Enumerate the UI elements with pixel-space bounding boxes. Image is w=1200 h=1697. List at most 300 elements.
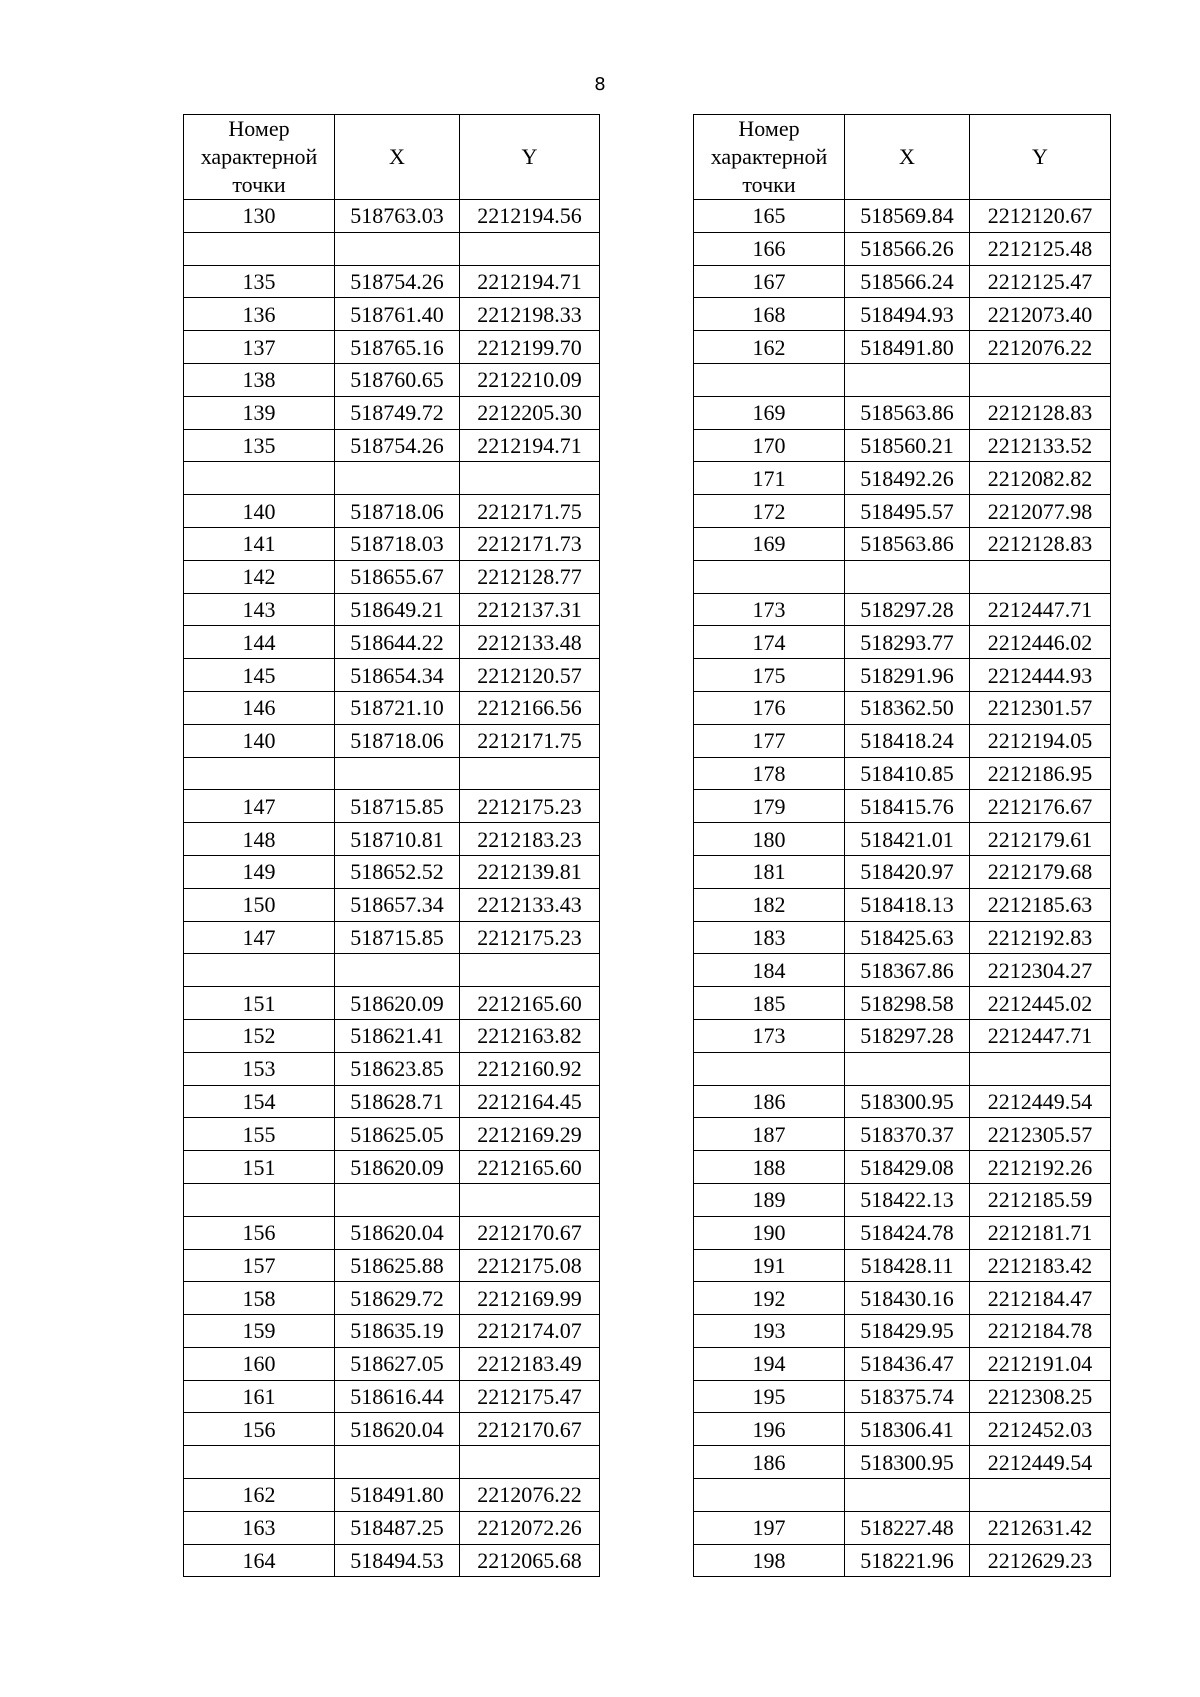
cell-y: 2212304.27 — [970, 954, 1111, 987]
cell-point-number: 167 — [694, 265, 845, 298]
table-row — [184, 396, 600, 429]
cell-x: 518563.86 — [845, 527, 970, 560]
cell-point-number: 147 — [184, 790, 335, 823]
table-row — [694, 921, 1111, 954]
table-row — [694, 232, 1111, 265]
cell-point-number: 159 — [184, 1315, 335, 1348]
cell-x: 518491.80 — [335, 1479, 460, 1512]
table-row — [694, 1315, 1111, 1348]
cell-point-number: 145 — [184, 659, 335, 692]
cell-x: 518421.01 — [845, 823, 970, 856]
cell-x — [845, 1052, 970, 1085]
cell-y — [970, 363, 1111, 396]
cell-x: 518765.16 — [335, 331, 460, 364]
header-y: Y — [970, 115, 1111, 200]
table-row — [184, 888, 600, 921]
cell-y: 2212631.42 — [970, 1511, 1111, 1544]
cell-point-number: 179 — [694, 790, 845, 823]
cell-point-number: 165 — [694, 200, 845, 233]
table-row — [694, 1282, 1111, 1315]
table-row — [694, 1511, 1111, 1544]
cell-x — [845, 560, 970, 593]
header-point-number: Номер характерной точки — [694, 115, 845, 200]
cell-y: 2212171.73 — [460, 527, 600, 560]
cell-x: 518761.40 — [335, 298, 460, 331]
cell-point-number: 150 — [184, 888, 335, 921]
cell-x — [335, 954, 460, 987]
cell-x: 518362.50 — [845, 691, 970, 724]
cell-y — [460, 1446, 600, 1479]
table-row — [184, 331, 600, 364]
table-row — [184, 1118, 600, 1151]
cell-point-number: 136 — [184, 298, 335, 331]
cell-y: 2212181.71 — [970, 1216, 1111, 1249]
cell-point-number: 152 — [184, 1019, 335, 1052]
cell-x: 518370.37 — [845, 1118, 970, 1151]
cell-x: 518563.86 — [845, 396, 970, 429]
cell-point-number: 187 — [694, 1118, 845, 1151]
table-row — [694, 1183, 1111, 1216]
cell-y: 2212165.60 — [460, 987, 600, 1020]
table-row — [184, 921, 600, 954]
cell-y — [460, 757, 600, 790]
cell-y — [970, 560, 1111, 593]
table-row — [694, 659, 1111, 692]
cell-point-number: 158 — [184, 1282, 335, 1315]
cell-x: 518560.21 — [845, 429, 970, 462]
table-row — [694, 1052, 1111, 1085]
cell-x — [335, 462, 460, 495]
cell-point-number: 155 — [184, 1118, 335, 1151]
cell-x: 518293.77 — [845, 626, 970, 659]
cell-y: 2212194.71 — [460, 265, 600, 298]
cell-y: 2212171.75 — [460, 495, 600, 528]
table-row — [694, 1479, 1111, 1512]
cell-y: 2212171.75 — [460, 724, 600, 757]
cell-x: 518429.08 — [845, 1151, 970, 1184]
cell-y — [460, 462, 600, 495]
cell-y: 2212449.54 — [970, 1446, 1111, 1479]
cell-point-number: 153 — [184, 1052, 335, 1085]
table-row — [694, 1544, 1111, 1577]
cell-y — [460, 954, 600, 987]
cell-x: 518375.74 — [845, 1380, 970, 1413]
cell-y: 2212120.57 — [460, 659, 600, 692]
cell-point-number: 156 — [184, 1216, 335, 1249]
cell-x: 518635.19 — [335, 1315, 460, 1348]
table-row — [694, 265, 1111, 298]
cell-x: 518763.03 — [335, 200, 460, 233]
cell-y: 2212447.71 — [970, 1019, 1111, 1052]
table-row — [184, 691, 600, 724]
cell-x — [335, 232, 460, 265]
cell-y: 2212165.60 — [460, 1151, 600, 1184]
table-row — [184, 1282, 600, 1315]
table-row — [694, 1151, 1111, 1184]
cell-y: 2212125.47 — [970, 265, 1111, 298]
cell-x: 518425.63 — [845, 921, 970, 954]
table-row — [184, 429, 600, 462]
cell-y: 2212185.59 — [970, 1183, 1111, 1216]
table-row — [184, 724, 600, 757]
cell-x: 518620.04 — [335, 1413, 460, 1446]
cell-y: 2212128.83 — [970, 527, 1111, 560]
cell-x: 518227.48 — [845, 1511, 970, 1544]
cell-y: 2212160.92 — [460, 1052, 600, 1085]
table-body-right — [694, 200, 1111, 1577]
cell-point-number: 182 — [694, 888, 845, 921]
cell-point-number: 130 — [184, 200, 335, 233]
cell-y: 2212175.23 — [460, 790, 600, 823]
cell-x: 518710.81 — [335, 823, 460, 856]
cell-x: 518415.76 — [845, 790, 970, 823]
cell-point-number: 154 — [184, 1085, 335, 1118]
table-row — [184, 495, 600, 528]
table-row — [184, 1216, 600, 1249]
cell-x — [335, 757, 460, 790]
table-row — [184, 1446, 600, 1479]
cell-y: 2212444.93 — [970, 659, 1111, 692]
cell-y: 2212077.98 — [970, 495, 1111, 528]
cell-point-number: 196 — [694, 1413, 845, 1446]
cell-point-number: 197 — [694, 1511, 845, 1544]
cell-y: 2212179.61 — [970, 823, 1111, 856]
cell-point-number — [694, 363, 845, 396]
cell-y: 2212175.23 — [460, 921, 600, 954]
cell-x: 518422.13 — [845, 1183, 970, 1216]
cell-x: 518644.22 — [335, 626, 460, 659]
cell-point-number: 139 — [184, 396, 335, 429]
cell-point-number: 185 — [694, 987, 845, 1020]
cell-x: 518623.85 — [335, 1052, 460, 1085]
cell-x: 518300.95 — [845, 1085, 970, 1118]
table-row — [184, 363, 600, 396]
cell-x: 518367.86 — [845, 954, 970, 987]
cell-point-number: 163 — [184, 1511, 335, 1544]
cell-y: 2212128.77 — [460, 560, 600, 593]
cell-y: 2212629.23 — [970, 1544, 1111, 1577]
cell-y: 2212446.02 — [970, 626, 1111, 659]
cell-point-number: 173 — [694, 593, 845, 626]
cell-x: 518760.65 — [335, 363, 460, 396]
cell-y — [970, 1052, 1111, 1085]
cell-x: 518566.24 — [845, 265, 970, 298]
table-row — [184, 823, 600, 856]
cell-point-number: 180 — [694, 823, 845, 856]
cell-point-number: 177 — [694, 724, 845, 757]
cell-point-number: 190 — [694, 1216, 845, 1249]
cell-point-number: 198 — [694, 1544, 845, 1577]
table-row — [694, 626, 1111, 659]
cell-y: 2212183.49 — [460, 1347, 600, 1380]
cell-x: 518627.05 — [335, 1347, 460, 1380]
cell-y: 2212170.67 — [460, 1216, 600, 1249]
cell-y: 2212076.22 — [460, 1479, 600, 1512]
table-row — [184, 987, 600, 1020]
table-row — [184, 1183, 600, 1216]
table-row — [184, 757, 600, 790]
cell-y: 2212447.71 — [970, 593, 1111, 626]
table-row — [184, 298, 600, 331]
table-row — [694, 1413, 1111, 1446]
cell-x: 518430.16 — [845, 1282, 970, 1315]
cell-point-number: 146 — [184, 691, 335, 724]
cell-x: 518428.11 — [845, 1249, 970, 1282]
table-row — [694, 987, 1111, 1020]
cell-point-number: 135 — [184, 429, 335, 462]
cell-point-number: 140 — [184, 724, 335, 757]
coordinates-table-right — [693, 114, 1111, 1577]
table-row — [694, 331, 1111, 364]
cell-y: 2212137.31 — [460, 593, 600, 626]
cell-point-number: 161 — [184, 1380, 335, 1413]
cell-y: 2212133.52 — [970, 429, 1111, 462]
cell-point-number: 188 — [694, 1151, 845, 1184]
cell-x: 518715.85 — [335, 790, 460, 823]
table-row — [184, 659, 600, 692]
cell-x: 518721.10 — [335, 691, 460, 724]
table-row — [184, 1413, 600, 1446]
header-point-number: Номер характерной точки — [184, 115, 335, 200]
table-row — [694, 560, 1111, 593]
table-row — [694, 954, 1111, 987]
cell-x: 518628.71 — [335, 1085, 460, 1118]
cell-y: 2212205.30 — [460, 396, 600, 429]
cell-x: 518649.21 — [335, 593, 460, 626]
cell-y — [460, 1183, 600, 1216]
cell-point-number — [184, 954, 335, 987]
table-row — [694, 1216, 1111, 1249]
cell-x: 518495.57 — [845, 495, 970, 528]
cell-x: 518718.06 — [335, 495, 460, 528]
table-row — [694, 1446, 1111, 1479]
table-row — [184, 1511, 600, 1544]
cell-y: 2212191.04 — [970, 1347, 1111, 1380]
table-row — [694, 855, 1111, 888]
cell-y: 2212175.08 — [460, 1249, 600, 1282]
cell-x — [335, 1446, 460, 1479]
cell-point-number: 192 — [694, 1282, 845, 1315]
table-row — [694, 429, 1111, 462]
cell-x: 518491.80 — [845, 331, 970, 364]
cell-point-number — [184, 232, 335, 265]
cell-point-number: 193 — [694, 1315, 845, 1348]
cell-x: 518420.97 — [845, 855, 970, 888]
cell-point-number — [694, 1052, 845, 1085]
cell-point-number: 171 — [694, 462, 845, 495]
coordinates-table-left — [183, 114, 600, 1577]
table-header-row — [694, 115, 1111, 200]
cell-point-number: 172 — [694, 495, 845, 528]
cell-y: 2212194.56 — [460, 200, 600, 233]
cell-y: 2212449.54 — [970, 1085, 1111, 1118]
cell-y: 2212445.02 — [970, 987, 1111, 1020]
cell-x: 518487.25 — [335, 1511, 460, 1544]
table-row — [694, 691, 1111, 724]
table-row — [694, 1019, 1111, 1052]
table-row — [694, 363, 1111, 396]
cell-point-number: 151 — [184, 987, 335, 1020]
table-row — [694, 495, 1111, 528]
cell-y: 2212174.07 — [460, 1315, 600, 1348]
table-header-row — [184, 115, 600, 200]
cell-x: 518410.85 — [845, 757, 970, 790]
cell-y: 2212194.05 — [970, 724, 1111, 757]
cell-point-number: 144 — [184, 626, 335, 659]
cell-point-number: 168 — [694, 298, 845, 331]
table-row — [184, 1380, 600, 1413]
cell-x: 518494.93 — [845, 298, 970, 331]
table-row — [694, 1085, 1111, 1118]
cell-y: 2212073.40 — [970, 298, 1111, 331]
cell-y: 2212210.09 — [460, 363, 600, 396]
cell-x: 518221.96 — [845, 1544, 970, 1577]
table-row — [184, 1052, 600, 1085]
cell-y: 2212179.68 — [970, 855, 1111, 888]
cell-x: 518566.26 — [845, 232, 970, 265]
page-number: 8 — [594, 74, 606, 95]
cell-y: 2212186.95 — [970, 757, 1111, 790]
cell-x: 518298.58 — [845, 987, 970, 1020]
table-row — [184, 1019, 600, 1052]
cell-point-number: 162 — [184, 1479, 335, 1512]
table-row — [184, 200, 600, 233]
cell-point-number — [184, 1183, 335, 1216]
cell-x: 518749.72 — [335, 396, 460, 429]
cell-x: 518718.06 — [335, 724, 460, 757]
cell-point-number: 194 — [694, 1347, 845, 1380]
cell-x — [845, 363, 970, 396]
table-row — [694, 823, 1111, 856]
table-row — [694, 888, 1111, 921]
cell-x: 518418.24 — [845, 724, 970, 757]
cell-y: 2212065.68 — [460, 1544, 600, 1577]
cell-y: 2212452.03 — [970, 1413, 1111, 1446]
table-row — [184, 560, 600, 593]
table-row — [184, 232, 600, 265]
cell-point-number: 195 — [694, 1380, 845, 1413]
cell-point-number: 149 — [184, 855, 335, 888]
cell-point-number: 147 — [184, 921, 335, 954]
cell-point-number — [694, 1479, 845, 1512]
cell-y: 2212194.71 — [460, 429, 600, 462]
cell-y: 2212192.26 — [970, 1151, 1111, 1184]
cell-x: 518569.84 — [845, 200, 970, 233]
cell-y: 2212076.22 — [970, 331, 1111, 364]
cell-x: 518306.41 — [845, 1413, 970, 1446]
cell-x: 518625.88 — [335, 1249, 460, 1282]
cell-point-number — [184, 462, 335, 495]
header-x: X — [845, 115, 970, 200]
cell-point-number: 176 — [694, 691, 845, 724]
cell-point-number — [184, 1446, 335, 1479]
cell-y: 2212082.82 — [970, 462, 1111, 495]
cell-y: 2212308.25 — [970, 1380, 1111, 1413]
cell-y: 2212175.47 — [460, 1380, 600, 1413]
cell-point-number: 164 — [184, 1544, 335, 1577]
cell-x: 518629.72 — [335, 1282, 460, 1315]
cell-y: 2212184.78 — [970, 1315, 1111, 1348]
cell-point-number — [184, 757, 335, 790]
cell-x: 518754.26 — [335, 265, 460, 298]
cell-y: 2212125.48 — [970, 232, 1111, 265]
table-row — [184, 593, 600, 626]
cell-y: 2212166.56 — [460, 691, 600, 724]
table-row — [184, 790, 600, 823]
cell-y: 2212133.43 — [460, 888, 600, 921]
cell-x: 518494.53 — [335, 1544, 460, 1577]
cell-point-number: 143 — [184, 593, 335, 626]
cell-y: 2212169.29 — [460, 1118, 600, 1151]
cell-point-number: 148 — [184, 823, 335, 856]
cell-y: 2212128.83 — [970, 396, 1111, 429]
cell-x: 518754.26 — [335, 429, 460, 462]
cell-y: 2212301.57 — [970, 691, 1111, 724]
cell-x: 518291.96 — [845, 659, 970, 692]
table-row — [694, 527, 1111, 560]
cell-point-number: 181 — [694, 855, 845, 888]
cell-x: 518715.85 — [335, 921, 460, 954]
cell-x: 518620.09 — [335, 1151, 460, 1184]
cell-point-number: 151 — [184, 1151, 335, 1184]
table-row — [184, 1315, 600, 1348]
table-row — [694, 757, 1111, 790]
cell-x: 518718.03 — [335, 527, 460, 560]
cell-point-number: 184 — [694, 954, 845, 987]
cell-y: 2212183.42 — [970, 1249, 1111, 1282]
cell-x: 518625.05 — [335, 1118, 460, 1151]
cell-y: 2212198.33 — [460, 298, 600, 331]
cell-x: 518297.28 — [845, 1019, 970, 1052]
cell-point-number: 141 — [184, 527, 335, 560]
cell-x: 518657.34 — [335, 888, 460, 921]
cell-y: 2212170.67 — [460, 1413, 600, 1446]
cell-point-number: 135 — [184, 265, 335, 298]
cell-y: 2212176.67 — [970, 790, 1111, 823]
cell-point-number: 140 — [184, 495, 335, 528]
cell-x: 518297.28 — [845, 593, 970, 626]
cell-y: 2212184.47 — [970, 1282, 1111, 1315]
table-row — [184, 462, 600, 495]
table-row — [184, 265, 600, 298]
table-row — [694, 1118, 1111, 1151]
cell-y: 2212163.82 — [460, 1019, 600, 1052]
cell-x: 518620.09 — [335, 987, 460, 1020]
header-x: X — [335, 115, 460, 200]
header-y: Y — [460, 115, 600, 200]
cell-point-number: 189 — [694, 1183, 845, 1216]
cell-point-number — [694, 560, 845, 593]
cell-x: 518616.44 — [335, 1380, 460, 1413]
cell-y: 2212183.23 — [460, 823, 600, 856]
table-row — [694, 724, 1111, 757]
table-row — [184, 954, 600, 987]
cell-x — [845, 1479, 970, 1512]
cell-y: 2212305.57 — [970, 1118, 1111, 1151]
cell-point-number: 191 — [694, 1249, 845, 1282]
cell-x: 518429.95 — [845, 1315, 970, 1348]
cell-x: 518492.26 — [845, 462, 970, 495]
cell-point-number: 173 — [694, 1019, 845, 1052]
cell-y: 2212133.48 — [460, 626, 600, 659]
table-row — [694, 593, 1111, 626]
cell-y: 2212169.99 — [460, 1282, 600, 1315]
cell-x: 518418.13 — [845, 888, 970, 921]
cell-x: 518654.34 — [335, 659, 460, 692]
cell-point-number: 166 — [694, 232, 845, 265]
table-row — [184, 1347, 600, 1380]
cell-point-number: 156 — [184, 1413, 335, 1446]
